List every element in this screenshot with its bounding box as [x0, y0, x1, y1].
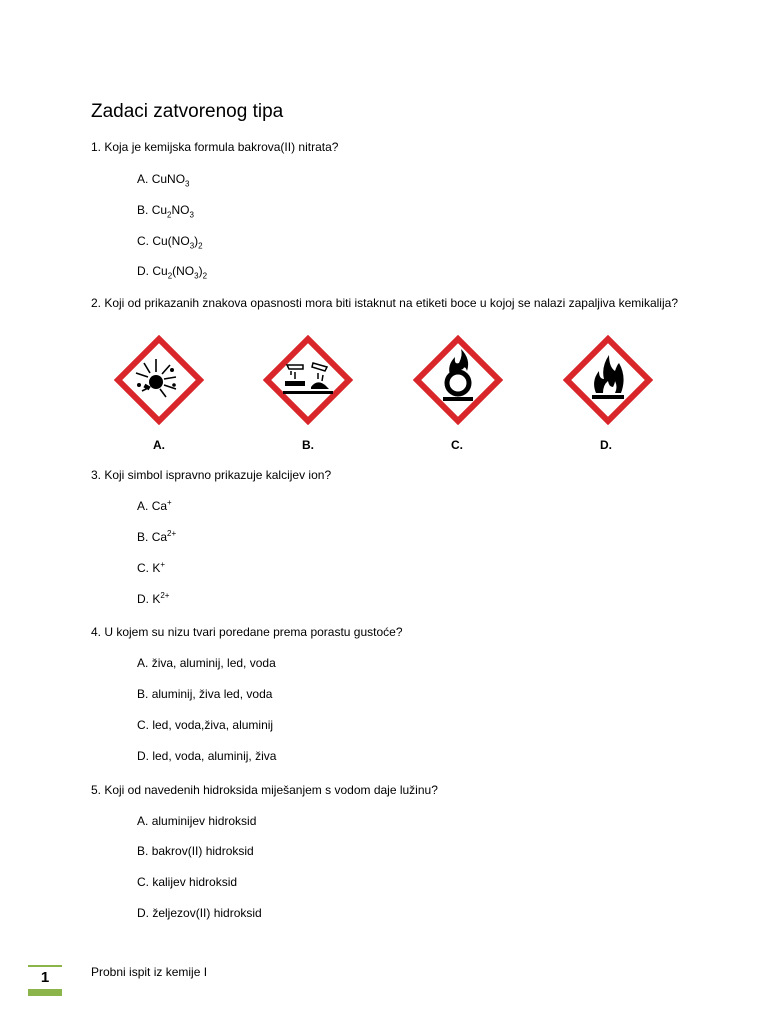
page-number: 1 — [40, 969, 50, 986]
q5-option-b: B. bakrov(II) hidroksid — [137, 844, 254, 858]
q3-option-a: A. Ca+ — [137, 498, 172, 513]
pictogram-caption-b: B. — [302, 438, 314, 452]
page-number-bar — [28, 989, 62, 996]
page-title: Zadaci zatvorenog tipa — [91, 101, 284, 122]
q3-option-b: B. $Ca^{2+}$ — [137, 529, 177, 544]
q4-option-c: C. led, voda,živa, aluminij — [137, 718, 274, 732]
explosive-icon — [114, 335, 204, 425]
pictogram-caption-c: C. — [451, 438, 463, 452]
q4-option-a: A. živa, aluminij, led, voda — [137, 656, 276, 670]
q1-option-c: C. $Cu(NO_3)_2$ — [137, 234, 203, 251]
question-2: 2. Koji od prikazanih znakova opasnosti mora biti istaknut na etiketi boce u kojoj se nalazi zapaljiva kemikalija? — [91, 296, 678, 310]
question-1: 1. Koja je kemijska formula bakrova(II) nitrata? — [91, 140, 339, 154]
q3-option-c: C. K+ — [137, 560, 166, 575]
page-number-top-rule — [28, 965, 62, 967]
q4-option-b: B. aluminij, živa led, voda — [137, 687, 273, 701]
question-4: 4. U kojem su nizu tvari poredane prema porastu gustoće? — [91, 625, 403, 639]
footer-text: Probni ispit iz kemije I — [91, 965, 208, 979]
flammable-icon — [563, 335, 653, 425]
q4-option-d: D. led, voda, aluminij, živa — [137, 749, 277, 763]
corrosive-icon — [263, 335, 353, 425]
q1-option-d: D. $Cu_2(NO_3)_2$ — [137, 264, 208, 281]
q3-option-d: D. $K^{2+}$ — [137, 591, 170, 606]
page-number-box — [28, 965, 62, 996]
q5-option-a: A. aluminijev hidroksid — [137, 814, 257, 828]
q1-option-a: A. CuNO$_3$ — [137, 172, 190, 189]
question-5: 5. Koji od navedenih hidroksida miješanjem s vodom daje lužinu? — [91, 783, 438, 797]
q5-option-d: D. željezov(II) hidroksid — [137, 906, 262, 920]
question-3: 3. Koji simbol ispravno prikazuje kalcijev ion? — [91, 468, 332, 482]
pictogram-caption-d: D. — [600, 438, 612, 452]
pictogram-caption-a: A. — [153, 438, 165, 452]
oxidizing-icon — [413, 335, 503, 425]
q1-option-b: B. $Cu_2NO_3$ — [137, 203, 194, 220]
q5-option-c: C. kalijev hidroksid — [137, 875, 238, 889]
